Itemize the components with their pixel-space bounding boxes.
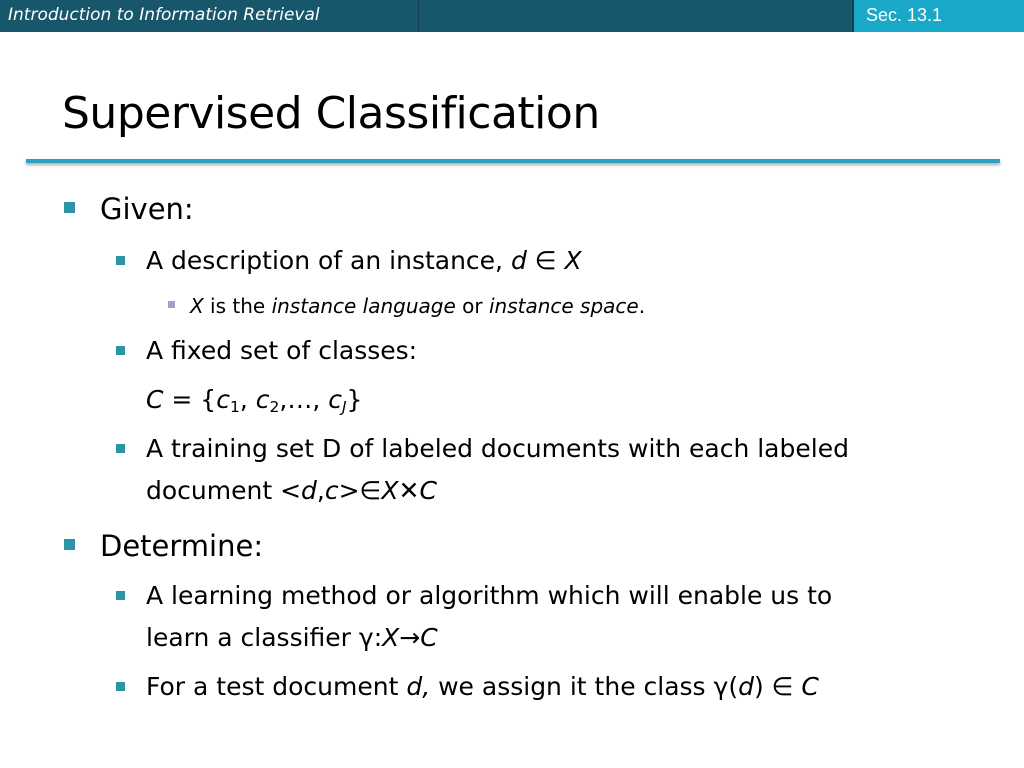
bullet-icon: [116, 256, 125, 265]
bullet-icon: [116, 444, 125, 453]
given-item-training-line1: A training set D of labeled documents with each labeled: [146, 434, 849, 463]
determine-item-method-line1: A learning method or algorithm which will enable us to: [146, 581, 833, 610]
given-label: Given:: [100, 192, 194, 226]
bullet-icon: [116, 682, 125, 691]
header-segment-middle: [419, 0, 854, 32]
bullet-icon: [64, 202, 75, 213]
classes-formula: $C = \{c_1$, $c_2,\dots$, $c_J$}: [146, 385, 363, 416]
bullet-icon: [116, 346, 125, 355]
given-item-description: A description of an instance, d ∈ X: [146, 246, 582, 275]
given-item-training-line2: document <d,c>∈X✕C: [146, 476, 437, 505]
header-bar: [0, 0, 1024, 32]
determine-label: Determine:: [100, 529, 264, 563]
bullet-icon: [64, 539, 75, 550]
determine-item-test: For a test document d, we assign it the class γ(d) ∈ C: [146, 672, 819, 701]
determine-item-method-line2: learn a classifier γ:X→C: [146, 623, 438, 652]
bullet-icon: [168, 301, 175, 308]
slide-title: Supervised Classification: [62, 88, 600, 139]
course-title: Introduction to Information Retrieval: [8, 5, 320, 25]
section-label: Sec. 13.1: [866, 5, 943, 25]
title-underline: [26, 159, 1000, 163]
instance-space-note: X is the instance language or instance space.: [190, 294, 646, 318]
given-item-classes: A fixed set of classes:: [146, 336, 418, 365]
bullet-icon: [116, 591, 125, 600]
